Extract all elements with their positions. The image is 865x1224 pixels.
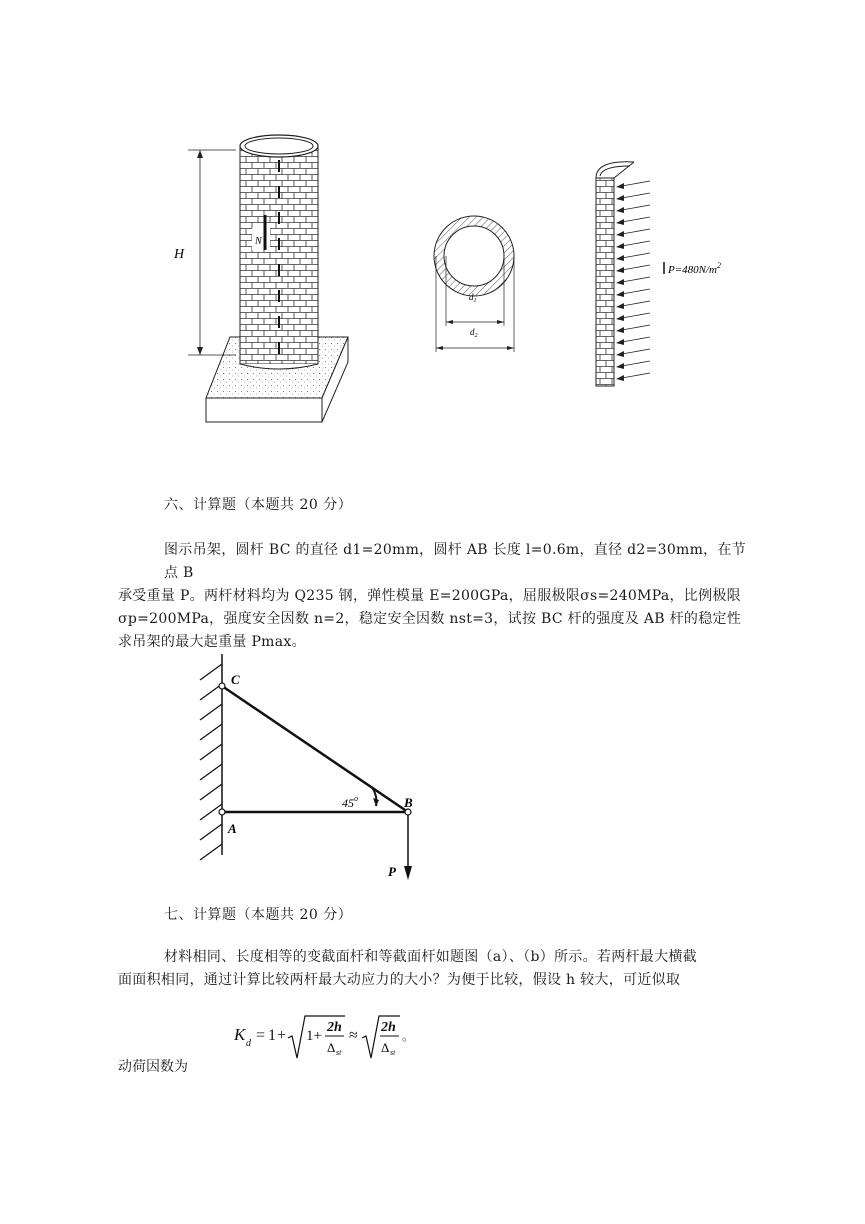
- wind-arrow: [622, 205, 650, 210]
- wind-arrow-head: [616, 243, 624, 249]
- formula-prefix: 动荷因数为: [118, 1059, 188, 1075]
- formula-end: 。: [402, 1029, 415, 1043]
- section-7-line: 材料相同、长度相等的变截面杆和等截面杆如题图（a）、（b）所示。若两杆最大横截: [164, 949, 698, 965]
- node-C: [219, 683, 225, 689]
- bar-BC: [222, 686, 408, 812]
- section-7-line: 面面积相同，通过计算比较两杆最大动应力的大小？为便于比较，假设 h 较大，可近似取: [118, 972, 681, 988]
- wind-arrow-head: [616, 207, 624, 213]
- section-6-line: σp=200MPa，强度安全因数 n=2，稳定安全因数 nst=3，试按 BC 杆的强度及 AB 杆的稳定性: [118, 611, 742, 627]
- wind-arrow: [622, 241, 650, 246]
- wall-hatch-line: [200, 784, 222, 800]
- wall-hatch-line: [200, 764, 222, 780]
- formula-den-sub: st: [336, 1048, 342, 1057]
- section-6-heading: 六、计算题（本题共 20 分）: [164, 497, 353, 513]
- wind-arrow-head: [616, 267, 624, 273]
- wind-arrow: [622, 181, 650, 186]
- wall-hatch-line: [200, 664, 222, 680]
- formula-one-plus: 1+: [306, 1028, 322, 1044]
- wind-arrow-head: [616, 255, 624, 261]
- label-B: B: [404, 795, 413, 810]
- label-angle: 45$^o$: [342, 794, 358, 810]
- wind-pressure-arrows: [616, 181, 650, 381]
- formula-num: 2h: [327, 1020, 342, 1035]
- label-P: P: [388, 864, 396, 879]
- load-arrow: [404, 815, 412, 880]
- formula-approx: ≈: [349, 1027, 358, 1044]
- wall-hatch-line: [200, 724, 222, 740]
- wind-arrow-head: [616, 219, 624, 225]
- wind-arrow: [622, 253, 650, 258]
- wind-arrow-head: [616, 339, 624, 345]
- formula-den2: Δ: [381, 1040, 390, 1055]
- wind-arrow: [622, 313, 650, 318]
- wind-arrow-head: [616, 291, 624, 297]
- node-A: [219, 809, 225, 815]
- wind-arrow-head: [616, 327, 624, 333]
- label-H: H: [174, 247, 185, 262]
- wind-arrow: [622, 373, 650, 378]
- label-d1: $d_1$: [469, 292, 477, 304]
- wind-arrow: [622, 289, 650, 294]
- wall-hatch-line: [200, 844, 222, 860]
- label-d2: $d_2$: [470, 327, 478, 339]
- wind-load-figure: [596, 162, 634, 386]
- label-A: A: [228, 821, 237, 836]
- wind-arrow-head: [616, 183, 624, 189]
- wind-arrow: [622, 361, 650, 366]
- section-6-line: 求吊架的最大起重量 Pmax。: [118, 634, 306, 650]
- formula-den2-sub: st: [390, 1048, 396, 1057]
- wind-arrow: [622, 349, 650, 354]
- wind-arrow-head: [616, 231, 624, 237]
- wind-arrow-head: [616, 303, 624, 309]
- formula-plus: +: [277, 1027, 287, 1044]
- wall-hatch-line: [200, 704, 222, 720]
- wind-arrow: [622, 193, 650, 198]
- wind-arrow: [622, 229, 650, 234]
- formula-den: Δ: [327, 1040, 336, 1055]
- dynamic-factor-formula: [230, 1010, 430, 1070]
- wall-hatch-line: [200, 744, 222, 760]
- wall-hatch-line: [200, 824, 222, 840]
- section-6-line: 图示吊架，圆杆 BC 的直径 d1=20mm，圆杆 AB 长度 l=0.6m，直径 d2=30mm，在节点 B: [164, 542, 747, 581]
- section-6-body: [118, 539, 758, 654]
- chimney-body: [240, 135, 318, 369]
- wind-arrow: [622, 265, 650, 270]
- height-dimension: [188, 150, 236, 355]
- section-7-body: [118, 946, 768, 992]
- wind-arrow-head: [616, 363, 624, 369]
- wind-arrow-head: [616, 351, 624, 357]
- formula-K: K: [234, 1025, 246, 1044]
- wind-arrow-head: [616, 375, 624, 381]
- formula-one: 1: [268, 1027, 276, 1044]
- wind-arrow: [622, 337, 650, 342]
- wind-arrow: [622, 217, 650, 222]
- formula-eq: =: [256, 1027, 266, 1044]
- section-6-line: 承受重量 P。两杆材料均为 Q235 钢，弹性模量 E=200GPa，屈服极限σs=240MPa，比例极限: [118, 588, 741, 604]
- chimney-figure: [150, 120, 770, 430]
- wind-arrow: [622, 301, 650, 306]
- wind-arrow: [622, 277, 650, 282]
- wind-arrow-head: [616, 315, 624, 321]
- label-N: N: [255, 236, 262, 247]
- section-7-heading: 七、计算题（本题共 20 分）: [164, 907, 353, 923]
- label-pressure: $P=480N/m^2$: [668, 261, 721, 276]
- wind-arrow: [622, 325, 650, 330]
- truss-figure: [190, 650, 430, 890]
- wind-arrow-head: [616, 279, 624, 285]
- formula-num2: 2h: [381, 1020, 396, 1035]
- wind-arrow-head: [616, 195, 624, 201]
- label-C: C: [231, 672, 240, 687]
- formula-K-sub: d: [246, 1038, 251, 1049]
